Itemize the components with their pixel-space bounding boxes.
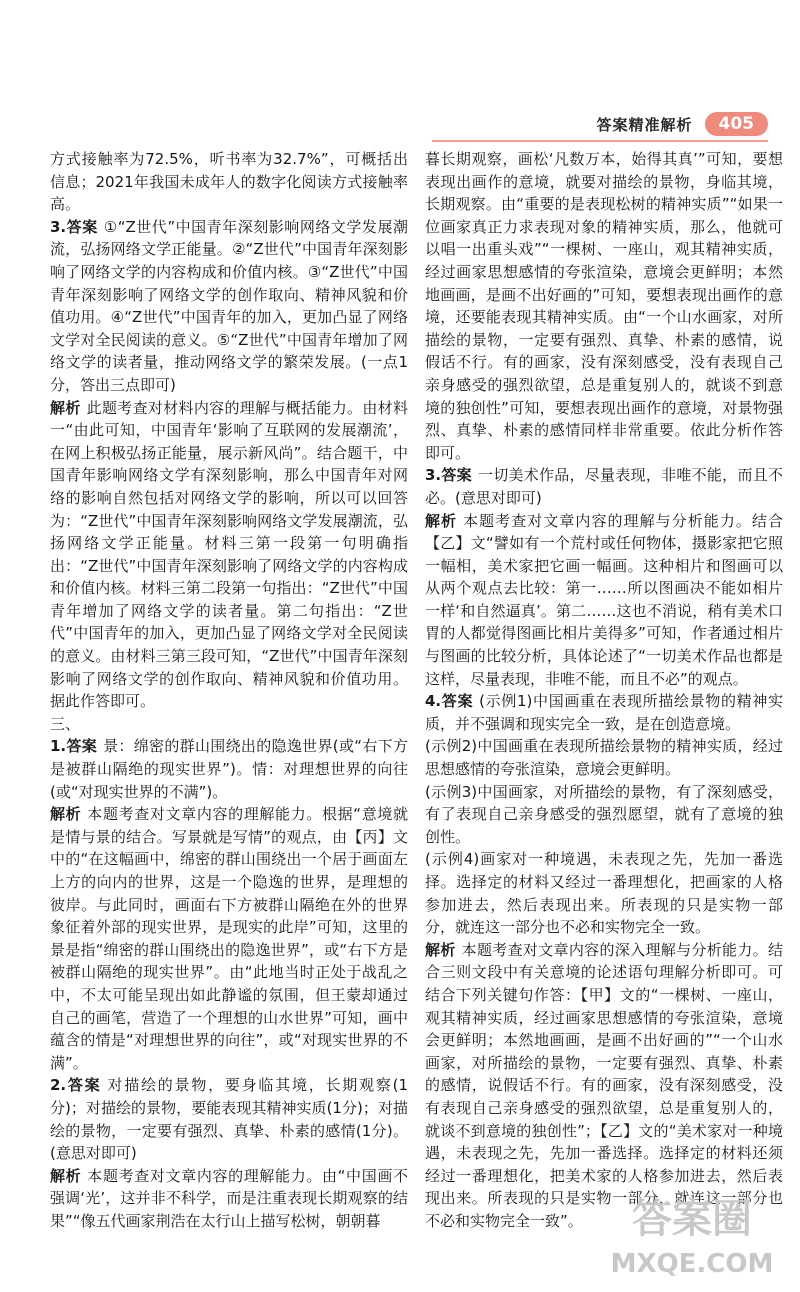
question-number: 3. <box>425 466 442 485</box>
answer-label: 答案 <box>441 466 472 485</box>
example-4: (示例4)画家对一种境遇，未表现之先，先加一番选择。选择定的材料又经过一番理想化，把画家的人格参加进去，然后表现出来。所表现的只是实物一部分，就连这一部分也不必和实物完全一致。 <box>425 850 783 937</box>
example-2: (示例2)中国画重在表现所描绘景物的精神实质，经过思想感情的夸张渲染，意境会更鲜明。 <box>425 737 783 779</box>
answer-label: 答案 <box>441 692 474 711</box>
question-number: 1. <box>50 737 67 756</box>
section3-q4-answer <box>425 690 783 735</box>
header-rule <box>432 140 768 142</box>
explanation-label: 解析 <box>50 398 81 417</box>
section3-q1-explanation <box>50 803 408 1074</box>
answer-text: 景：绵密的群山围绕出的隐逸世界(或“右下方是被群山隔绝的现实世界”)。情：对理想世界的向往(或“对现实世界的不满”)。 <box>50 737 408 801</box>
section3-q2-answer <box>50 1074 408 1164</box>
explanation-text: 本题考查对文章内容的理解能力。由“中国画不强调‘光’，这并非不科学，而是注重表现长期观察的结果”“像五代画家荆浩在太行山上描写松树，朝朝暮 <box>50 1166 408 1230</box>
section-heading: 三、 <box>50 714 81 733</box>
example-1: (示例1)中国画重在表现所描绘景物的精神实质，并不强调和现实完全一致，是在创造意境。 <box>425 692 783 733</box>
right-column <box>425 148 783 1233</box>
answer-text: ①“Z世代”中国青年深刻影响网络文学发展潮流，弘扬网络文学正能量。②“Z世代”中国青年深刻影响了网络文学的内容构成和价值内核。③“Z世代”中国青年深刻影响了网络文学的创作取向、精神风貌和价值功用。④“Z世代”中国青年的加入，更加凸显了网络文学对全民阅读的意义。⑤“Z世代”中国青年增加了网络文学的读者量，推动网络文学的繁荣发展。(一点1分，答出三点即可) <box>50 217 408 394</box>
explanation-text: 本题考查对文章内容的理解能力。根据“意境就是情与景的结合。写景就是写情”的观点，由【丙】文中的“在这幅画中，绵密的群山围绕出一个居于画面左上方的向内的世界，这是一个隐逸的世界，是理想的彼岸。与此同时，画面右下方被群山隔绝在外的世界象征着外部的现实世界，是现实的此岸”可知，这里的景是指“绵密的群山围绕出的隐逸世界”，或“右下方是被群山隔绝的现实世界”。由“此地当时正处于战乱之中，不太可能呈现出如此静谧的氛围，但王蒙却通过自己的画笔，营造了一个理想的山水世界”可知，画中蕴含的情是“对理想世界的向往”，或“对现实世界的不满”。 <box>50 805 408 1072</box>
header-title: 答案精准解析 <box>596 115 693 134</box>
answer-text: 一切美术作品，尽量表现，非唯不能，而且不必。(意思对即可) <box>425 466 783 507</box>
watermark-logo <box>602 1184 782 1284</box>
watermark-title: 答案圈 <box>632 1196 752 1242</box>
example-3: (示例3)中国画家，对所描绘的景物，有了深刻感受，有了表现自己亲身感受的强烈愿望，就有了意境的独创性。 <box>425 782 783 846</box>
question-3-explanation <box>50 397 408 713</box>
section3-q1-answer <box>50 735 408 803</box>
continued-explanation: 暮长期观察，画松‘凡数万本，始得其真’”可知，要想表现出画作的意境，就要对描绘的景物，身临其境，长期观察。由“重要的是表现松树的精神实质”“如果一位画家真正力求表现对象的精神实质，那么，他就可以唱一出重头戏”“一棵树、一座山，观其精神实质，经过画家思想感情的夸张渲染，意境会更鲜明；本然地画画，是画不出好画的”可知，要想表现出画作的意境，还要能表现其精神实质。由“一个山水画家，对所描绘的景物，一定要有强烈、真挚、朴素的感情，说假话不行。有的画家，没有深刻感受，没有表现自己亲身感受的强烈欲望，总是重复别人的，就谈不到意境的独创性”可知，要想表现出画作的意境，对景物强烈、真挚、朴素的感情同样非常重要。依此分析作答即可。 <box>425 150 783 462</box>
answer-text: 对描绘的景物，要身临其境，长期观察(1分)；对描绘的景物，要能表现其精神实质(1分)；对描绘的景物，一定要有强烈、真挚、朴素的感情(1分)。(意思对即可) <box>50 1076 408 1163</box>
page-header <box>596 112 768 136</box>
explanation-label: 解析 <box>425 511 458 530</box>
section3-q2-explanation <box>50 1165 408 1233</box>
intro-paragraph: 方式接触率为72.5%，听书率为32.7%”，可概括出信息；2021年我国未成年人的数字化阅读方式接触率高。 <box>50 150 408 214</box>
watermark-domain: MXQE.COM <box>610 1249 774 1279</box>
question-3-answer <box>50 216 408 397</box>
explanation-label: 解析 <box>50 805 82 824</box>
answer-label: 答案 <box>66 217 98 236</box>
explanation-label: 解析 <box>50 1166 82 1185</box>
explanation-text: 本题考查对文章内容的理解与分析能力。结合【乙】文“譬如有一个荒村或任何物体，摄影家把它照一幅相，美术家把它画一幅画。这种相片和图画可以从两个观点去比较：第一……所以图画决不能如相片一样‘和自然逼真’。第二……这也不消说，稍有美术口胃的人都觉得图画比相片美得多”可知，作者通过相片与图画的比较分析，具体论述了“一切美术作品也都是这样，尽量表现，非唯不能，而且不必”的观点。 <box>425 511 783 688</box>
question-number: 3. <box>50 217 67 236</box>
page-number-badge: 405 <box>705 112 769 136</box>
question-number: 4. <box>425 692 442 711</box>
section3-q3-explanation <box>425 510 783 691</box>
answer-label: 答案 <box>66 1076 102 1095</box>
answer-label: 答案 <box>66 737 98 756</box>
explanation-text: 此题考查对材料内容的理解与概括能力。由材料一“由此可知，中国青年‘影响了互联网的发展潮流’，在网上积极弘扬正能量，展示新风尚”。结合题干，中国青年影响网络文学有深刻影响，那么中国青年对网络的影响自然包括对网络文学的影响，所以可以回答为：“Z世代”中国青年深刻影响网络文学发展潮流，弘扬网络文学正能量。材料三第一段第一句明确指出：“Z世代”中国青年深刻影响了网络文学的内容构成和价值内核。材料三第二段第一句指出：“Z世代”中国青年增加了网络文学的读者量。第二句指出：“Z世代”中国青年的加入，更加凸显了网络文学对全民阅读的意义。由材料三第三段可知，“Z世代”中国青年深刻影响了网络文学的创作取向、精神风貌和价值功用。据此作答即可。 <box>50 398 408 711</box>
question-number: 2. <box>50 1076 67 1095</box>
explanation-text: 本题考查对文章内容的深入理解与分析能力。结合三则文段中有关意境的论述语句理解分析即可。可结合下列关键句作答：【甲】文的“一棵树、一座山，观其精神实质，经过画家思想感情的夸张渲染，意境会更鲜明；本然地画画，是画不出好画的”“一个山水画家，对所描绘的景物，一定要有强烈、真挚、朴素的感情，说假话不行。有的画家，没有深刻感受，没有表现自己亲身感受的强烈欲望，总是重复别人的，就谈不到意境的独创性”；【乙】文的“美术家对一种境遇，未表现之先，先加一番选择。选择定的材料还须经过一番理想化，把美术家的人格参加进去，然后表现出来。所表现的只是实物一部分，就连这一部分也不必和实物完全一致”。 <box>425 940 783 1230</box>
left-column <box>50 148 408 1233</box>
explanation-label: 解析 <box>425 940 456 959</box>
section3-q3-answer <box>425 464 783 509</box>
